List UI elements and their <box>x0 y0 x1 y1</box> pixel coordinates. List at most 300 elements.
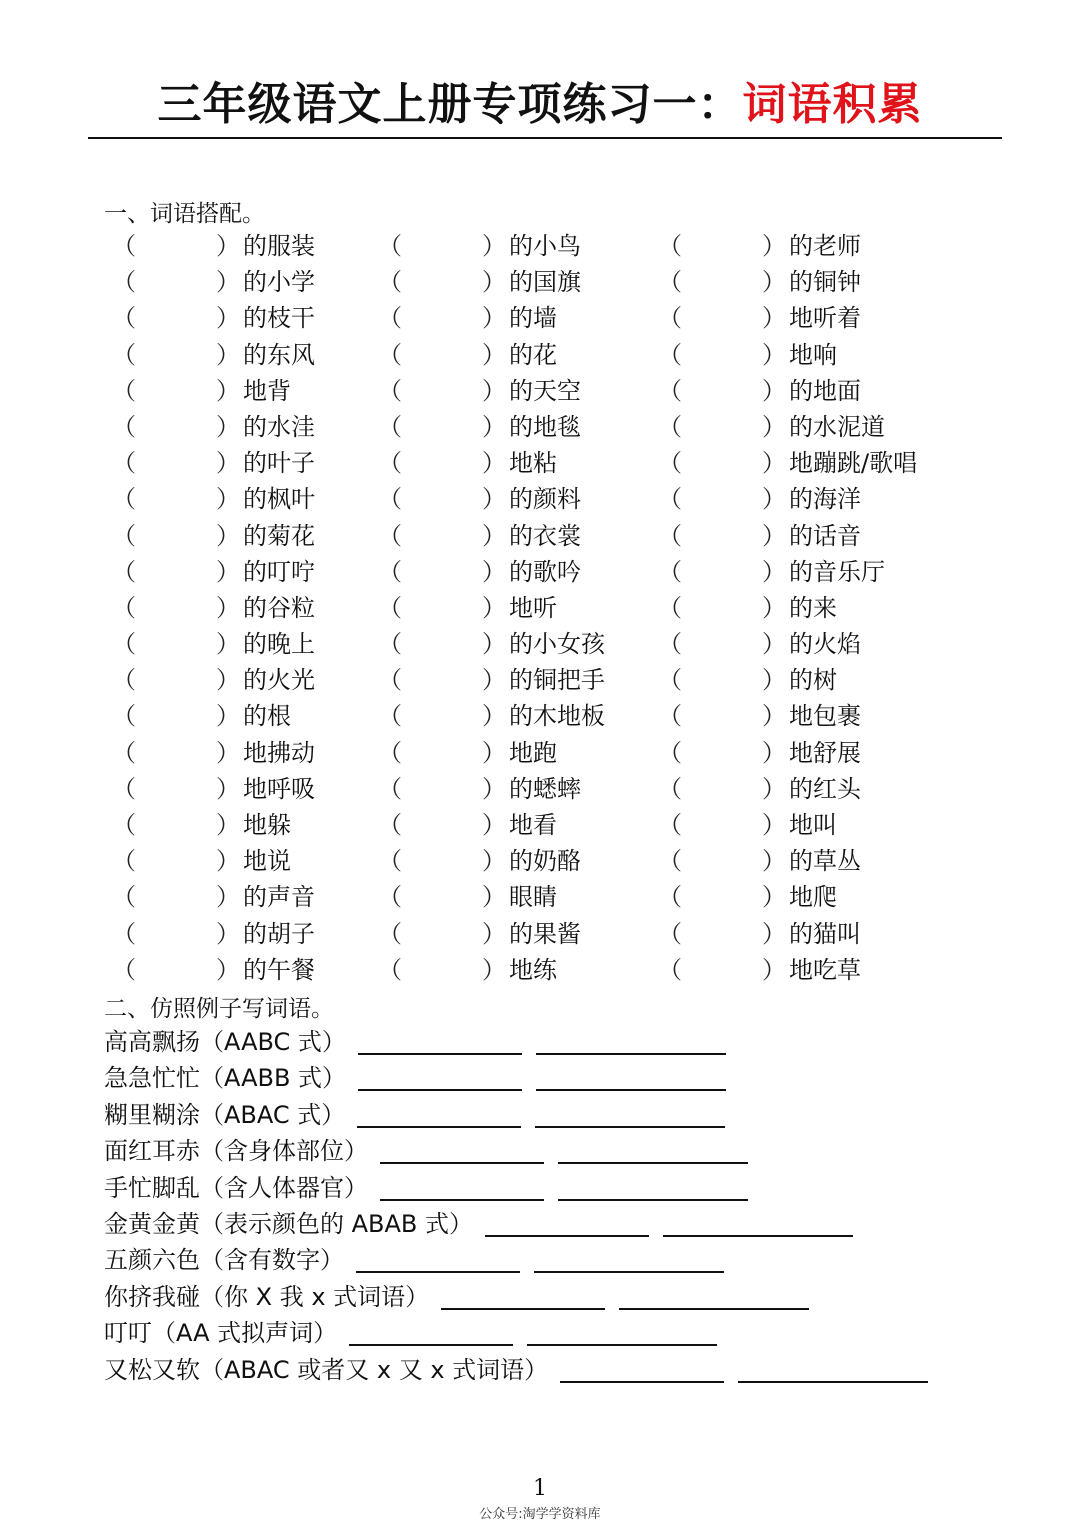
matching-row <box>0 300 1080 336</box>
close-paren: ） <box>482 340 506 369</box>
target-word: 地听着 <box>789 304 861 333</box>
answer-blank[interactable] <box>400 698 482 728</box>
exercise-example: 急急忙忙（AABB 式） <box>104 1064 347 1093</box>
target-word: 的水泥道 <box>789 412 885 441</box>
close-paren: ） <box>482 557 506 586</box>
matching-row <box>0 807 1080 843</box>
close-paren: ） <box>216 304 240 333</box>
target-word: 的胡子 <box>243 919 315 948</box>
close-paren: ） <box>482 919 506 948</box>
target-word: 的东风 <box>243 340 315 369</box>
open-paren: （ <box>378 811 402 839</box>
exercise-row <box>0 1170 1080 1206</box>
exercise-row <box>0 1060 1080 1096</box>
footer-credit: 公众号:淘学学资料库 <box>479 1507 601 1522</box>
matching-row <box>0 445 1080 481</box>
exercise-row <box>0 1352 1080 1388</box>
exercise-example: 五颜六色（含有数字） <box>104 1246 344 1275</box>
matching-row <box>0 409 1080 445</box>
close-paren: ） <box>482 521 506 550</box>
target-word: 的红头 <box>789 774 861 803</box>
answer-blank[interactable] <box>134 228 216 258</box>
close-paren: ） <box>216 666 240 695</box>
close-paren: ） <box>762 811 786 839</box>
answer-blank[interactable] <box>134 698 216 728</box>
page-number: 1 <box>533 1476 547 1501</box>
answer-blank[interactable] <box>134 735 216 765</box>
target-word: 的天空 <box>509 376 581 405</box>
exercise-example: 面红耳赤（含身体部位） <box>104 1137 368 1166</box>
close-paren: ） <box>216 955 240 984</box>
target-word: 地跑 <box>509 738 557 767</box>
open-paren: （ <box>658 883 682 912</box>
open-paren: （ <box>112 304 136 333</box>
open-paren: （ <box>378 955 402 984</box>
close-paren: ） <box>482 232 506 260</box>
close-paren: ） <box>482 304 506 333</box>
open-paren: （ <box>378 774 402 803</box>
answer-line[interactable] <box>558 1162 748 1164</box>
target-word: 的声音 <box>243 883 315 912</box>
close-paren: ） <box>216 630 240 659</box>
target-word: 地躲 <box>243 811 291 839</box>
open-paren: （ <box>378 304 402 333</box>
target-word: 眼睛 <box>509 883 557 912</box>
target-word: 的晚上 <box>243 630 315 659</box>
answer-blank[interactable] <box>400 554 482 584</box>
target-word: 的花 <box>509 340 557 369</box>
target-word: 地包裹 <box>789 702 861 731</box>
exercise-row <box>0 1315 1080 1351</box>
open-paren: （ <box>658 412 682 441</box>
target-word: 的音乐厅 <box>789 557 885 586</box>
answer-line[interactable] <box>663 1235 853 1237</box>
exercise-example: 糊里糊涂（ABAC 式） <box>104 1100 346 1129</box>
close-paren: ） <box>482 666 506 695</box>
target-word: 的火光 <box>243 666 315 695</box>
target-word: 的海洋 <box>789 485 861 514</box>
answer-blank[interactable] <box>400 409 482 439</box>
open-paren: （ <box>658 268 682 297</box>
open-paren: （ <box>658 521 682 550</box>
answer-line[interactable] <box>536 1089 726 1091</box>
open-paren: （ <box>112 232 136 260</box>
open-paren: （ <box>378 485 402 514</box>
answer-line[interactable] <box>358 1053 522 1055</box>
close-paren: ） <box>216 340 240 369</box>
open-paren: （ <box>112 376 136 405</box>
answer-blank[interactable] <box>400 518 482 548</box>
open-paren: （ <box>658 304 682 333</box>
answer-blank[interactable] <box>680 952 762 982</box>
answer-blank[interactable] <box>680 626 762 656</box>
matching-row <box>0 264 1080 300</box>
matching-row <box>0 735 1080 771</box>
page-title <box>0 68 1080 132</box>
answer-blank[interactable] <box>680 300 762 330</box>
answer-line[interactable] <box>380 1162 544 1164</box>
close-paren: ） <box>216 883 240 912</box>
answer-blank[interactable] <box>680 337 762 367</box>
target-word: 的叮咛 <box>243 557 315 586</box>
close-paren: ） <box>482 449 506 478</box>
open-paren: （ <box>658 811 682 839</box>
open-paren: （ <box>378 449 402 478</box>
answer-blank[interactable] <box>680 807 762 837</box>
answer-blank[interactable] <box>134 481 216 511</box>
target-word: 的午餐 <box>243 955 315 984</box>
open-paren: （ <box>112 412 136 441</box>
target-word: 地说 <box>243 847 291 876</box>
open-paren: （ <box>658 340 682 369</box>
open-paren: （ <box>112 883 136 912</box>
close-paren: ） <box>762 847 786 876</box>
answer-blank[interactable] <box>400 373 482 403</box>
open-paren: （ <box>658 702 682 731</box>
answer-blank[interactable] <box>680 916 762 946</box>
answer-blank[interactable] <box>680 481 762 511</box>
answer-blank[interactable] <box>134 626 216 656</box>
close-paren: ） <box>482 593 506 622</box>
close-paren: ） <box>482 738 506 767</box>
section1-heading: 一、词语搭配。 <box>104 201 265 227</box>
close-paren: ） <box>762 919 786 948</box>
open-paren: （ <box>658 666 682 695</box>
target-word: 地呼吸 <box>243 774 315 803</box>
matching-row <box>0 698 1080 734</box>
target-word: 的铜钟 <box>789 268 861 297</box>
open-paren: （ <box>658 485 682 514</box>
exercise-example: 你挤我碰（你 X 我 x 式词语） <box>104 1282 430 1311</box>
answer-blank[interactable] <box>400 771 482 801</box>
target-word: 的谷粒 <box>243 593 315 622</box>
close-paren: ） <box>216 485 240 514</box>
answer-line[interactable] <box>441 1308 605 1310</box>
answer-blank[interactable] <box>400 807 482 837</box>
answer-blank[interactable] <box>134 843 216 873</box>
open-paren: （ <box>658 449 682 478</box>
close-paren: ） <box>762 376 786 405</box>
open-paren: （ <box>112 955 136 984</box>
matching-row <box>0 481 1080 517</box>
answer-blank[interactable] <box>680 843 762 873</box>
close-paren: ） <box>216 412 240 441</box>
answer-blank[interactable] <box>400 228 482 258</box>
answer-blank[interactable] <box>134 264 216 294</box>
target-word: 的蟋蟀 <box>509 774 581 803</box>
close-paren: ） <box>216 774 240 803</box>
answer-blank[interactable] <box>134 554 216 584</box>
matching-row <box>0 916 1080 952</box>
answer-blank[interactable] <box>400 879 482 909</box>
target-word: 的小学 <box>243 268 315 297</box>
target-word: 地响 <box>789 340 837 369</box>
exercise-row <box>0 1097 1080 1133</box>
answer-line[interactable] <box>485 1235 649 1237</box>
matching-row <box>0 228 1080 264</box>
answer-blank[interactable] <box>400 264 482 294</box>
open-paren: （ <box>658 557 682 586</box>
answer-blank[interactable] <box>134 807 216 837</box>
matching-row <box>0 373 1080 409</box>
close-paren: ） <box>762 304 786 333</box>
target-word: 地看 <box>509 811 557 839</box>
target-word: 的水洼 <box>243 412 315 441</box>
target-word: 地舒展 <box>789 738 861 767</box>
open-paren: （ <box>112 811 136 839</box>
exercise-row <box>0 1024 1080 1060</box>
exercise-example: 手忙脚乱（含人体器官） <box>104 1173 368 1202</box>
answer-blank[interactable] <box>400 916 482 946</box>
matching-row <box>0 771 1080 807</box>
target-word: 的歌吟 <box>509 557 581 586</box>
open-paren: （ <box>658 774 682 803</box>
answer-blank[interactable] <box>134 409 216 439</box>
open-paren: （ <box>658 738 682 767</box>
close-paren: ） <box>482 883 506 912</box>
answer-blank[interactable] <box>680 264 762 294</box>
open-paren: （ <box>378 666 402 695</box>
open-paren: （ <box>378 847 402 876</box>
answer-blank[interactable] <box>680 409 762 439</box>
answer-line[interactable] <box>380 1199 544 1201</box>
answer-blank[interactable] <box>134 952 216 982</box>
exercise-row <box>0 1206 1080 1242</box>
target-word: 的话音 <box>789 521 861 550</box>
open-paren: （ <box>378 630 402 659</box>
exercise-row <box>0 1133 1080 1169</box>
target-word: 的小鸟 <box>509 232 581 260</box>
answer-blank[interactable] <box>400 735 482 765</box>
open-paren: （ <box>112 521 136 550</box>
answer-blank[interactable] <box>400 952 482 982</box>
target-word: 的铜把手 <box>509 666 605 695</box>
close-paren: ） <box>762 521 786 550</box>
answer-blank[interactable] <box>680 590 762 620</box>
answer-blank[interactable] <box>680 662 762 692</box>
target-word: 地听 <box>509 593 557 622</box>
title-main: 三年级语文上册专项练习一： <box>157 79 743 130</box>
answer-blank[interactable] <box>680 554 762 584</box>
open-paren: （ <box>658 919 682 948</box>
answer-blank[interactable] <box>134 337 216 367</box>
target-word: 的颜料 <box>509 485 581 514</box>
close-paren: ） <box>762 774 786 803</box>
answer-line[interactable] <box>738 1381 928 1383</box>
close-paren: ） <box>216 449 240 478</box>
target-word: 的草丛 <box>789 847 861 876</box>
close-paren: ） <box>216 738 240 767</box>
open-paren: （ <box>378 919 402 948</box>
answer-line[interactable] <box>619 1308 809 1310</box>
open-paren: （ <box>658 955 682 984</box>
open-paren: （ <box>112 340 136 369</box>
close-paren: ） <box>482 811 506 839</box>
open-paren: （ <box>658 847 682 876</box>
answer-line[interactable] <box>536 1053 726 1055</box>
answer-blank[interactable] <box>400 481 482 511</box>
open-paren: （ <box>378 702 402 731</box>
target-word: 的老师 <box>789 232 861 260</box>
open-paren: （ <box>658 630 682 659</box>
open-paren: （ <box>378 593 402 622</box>
matching-row <box>0 518 1080 554</box>
close-paren: ） <box>216 232 240 260</box>
answer-blank[interactable] <box>400 843 482 873</box>
word-matching-grid <box>0 228 1080 988</box>
target-word: 的来 <box>789 593 837 622</box>
answer-blank[interactable] <box>400 626 482 656</box>
open-paren: （ <box>658 593 682 622</box>
close-paren: ） <box>216 376 240 405</box>
target-word: 的小女孩 <box>509 630 605 659</box>
target-word: 地吃草 <box>789 955 861 984</box>
answer-line[interactable] <box>558 1199 748 1201</box>
close-paren: ） <box>762 485 786 514</box>
open-paren: （ <box>112 268 136 297</box>
close-paren: ） <box>216 268 240 297</box>
exercise-example: 又松又软（ABAC 或者又 x 又 x 式词语） <box>104 1355 549 1384</box>
answer-blank[interactable] <box>680 518 762 548</box>
answer-blank[interactable] <box>400 445 482 475</box>
answer-line[interactable] <box>356 1271 520 1273</box>
open-paren: （ <box>112 774 136 803</box>
answer-blank[interactable] <box>680 771 762 801</box>
answer-line[interactable] <box>535 1126 725 1128</box>
open-paren: （ <box>112 847 136 876</box>
open-paren: （ <box>658 232 682 260</box>
close-paren: ） <box>762 630 786 659</box>
close-paren: ） <box>762 883 786 912</box>
open-paren: （ <box>658 376 682 405</box>
target-word: 的猫叫 <box>789 919 861 948</box>
answer-blank[interactable] <box>134 916 216 946</box>
imitation-exercises <box>0 1024 1080 1388</box>
answer-blank[interactable] <box>134 445 216 475</box>
target-word: 的国旗 <box>509 268 581 297</box>
answer-line[interactable] <box>560 1381 724 1383</box>
target-word: 的果酱 <box>509 919 581 948</box>
answer-line[interactable] <box>358 1089 522 1091</box>
answer-blank[interactable] <box>680 228 762 258</box>
matching-row <box>0 879 1080 915</box>
open-paren: （ <box>112 738 136 767</box>
exercise-example: 高高飘扬（AABC 式） <box>104 1028 346 1056</box>
answer-blank[interactable] <box>134 518 216 548</box>
answer-line[interactable] <box>534 1271 724 1273</box>
close-paren: ） <box>762 557 786 586</box>
close-paren: ） <box>482 630 506 659</box>
close-paren: ） <box>216 847 240 876</box>
answer-line[interactable] <box>349 1344 513 1346</box>
title-highlight: 词语积累 <box>742 79 923 130</box>
answer-line[interactable] <box>357 1126 521 1128</box>
answer-blank[interactable] <box>400 662 482 692</box>
close-paren: ） <box>482 955 506 984</box>
open-paren: （ <box>112 666 136 695</box>
close-paren: ） <box>216 919 240 948</box>
target-word: 地练 <box>509 955 557 984</box>
close-paren: ） <box>482 376 506 405</box>
close-paren: ） <box>216 702 240 731</box>
answer-line[interactable] <box>527 1344 717 1346</box>
close-paren: ） <box>762 232 786 260</box>
target-word: 的地面 <box>789 376 861 405</box>
close-paren: ） <box>482 847 506 876</box>
close-paren: ） <box>216 811 240 839</box>
open-paren: （ <box>378 376 402 405</box>
answer-blank[interactable] <box>680 445 762 475</box>
exercise-example: 叮叮（AA 式拟声词） <box>104 1319 338 1348</box>
answer-blank[interactable] <box>134 590 216 620</box>
target-word: 的枝干 <box>243 304 315 333</box>
open-paren: （ <box>112 919 136 948</box>
close-paren: ） <box>762 666 786 695</box>
target-word: 的叶子 <box>243 449 315 478</box>
open-paren: （ <box>378 340 402 369</box>
open-paren: （ <box>378 412 402 441</box>
matching-row <box>0 590 1080 626</box>
answer-blank[interactable] <box>134 879 216 909</box>
open-paren: （ <box>112 702 136 731</box>
answer-blank[interactable] <box>400 300 482 330</box>
close-paren: ） <box>216 593 240 622</box>
open-paren: （ <box>378 521 402 550</box>
close-paren: ） <box>762 702 786 731</box>
open-paren: （ <box>378 557 402 586</box>
open-paren: （ <box>112 630 136 659</box>
answer-blank[interactable] <box>680 698 762 728</box>
target-word: 的枫叶 <box>243 485 315 514</box>
close-paren: ） <box>762 738 786 767</box>
answer-blank[interactable] <box>400 590 482 620</box>
matching-row <box>0 337 1080 373</box>
target-word: 的服装 <box>243 232 315 260</box>
open-paren: （ <box>112 557 136 586</box>
answer-blank[interactable] <box>134 300 216 330</box>
answer-blank[interactable] <box>680 373 762 403</box>
exercise-row <box>0 1242 1080 1278</box>
open-paren: （ <box>378 738 402 767</box>
close-paren: ） <box>762 449 786 478</box>
target-word: 的地毯 <box>509 412 581 441</box>
answer-blank[interactable] <box>680 879 762 909</box>
target-word: 的火焰 <box>789 630 861 659</box>
exercise-row <box>0 1279 1080 1315</box>
matching-row <box>0 626 1080 662</box>
section2-heading: 二、仿照例子写词语。 <box>104 996 334 1022</box>
answer-blank[interactable] <box>400 337 482 367</box>
target-word: 地叫 <box>789 811 837 839</box>
close-paren: ） <box>762 412 786 441</box>
close-paren: ） <box>482 412 506 441</box>
close-paren: ） <box>482 268 506 297</box>
open-paren: （ <box>378 232 402 260</box>
close-paren: ） <box>216 521 240 550</box>
close-paren: ） <box>762 955 786 984</box>
open-paren: （ <box>378 883 402 912</box>
answer-blank[interactable] <box>134 373 216 403</box>
matching-row <box>0 662 1080 698</box>
target-word: 的树 <box>789 666 837 695</box>
answer-blank[interactable] <box>680 735 762 765</box>
answer-blank[interactable] <box>134 771 216 801</box>
open-paren: （ <box>112 593 136 622</box>
close-paren: ） <box>762 593 786 622</box>
target-word: 地爬 <box>789 883 837 912</box>
matching-row <box>0 554 1080 590</box>
answer-blank[interactable] <box>134 662 216 692</box>
